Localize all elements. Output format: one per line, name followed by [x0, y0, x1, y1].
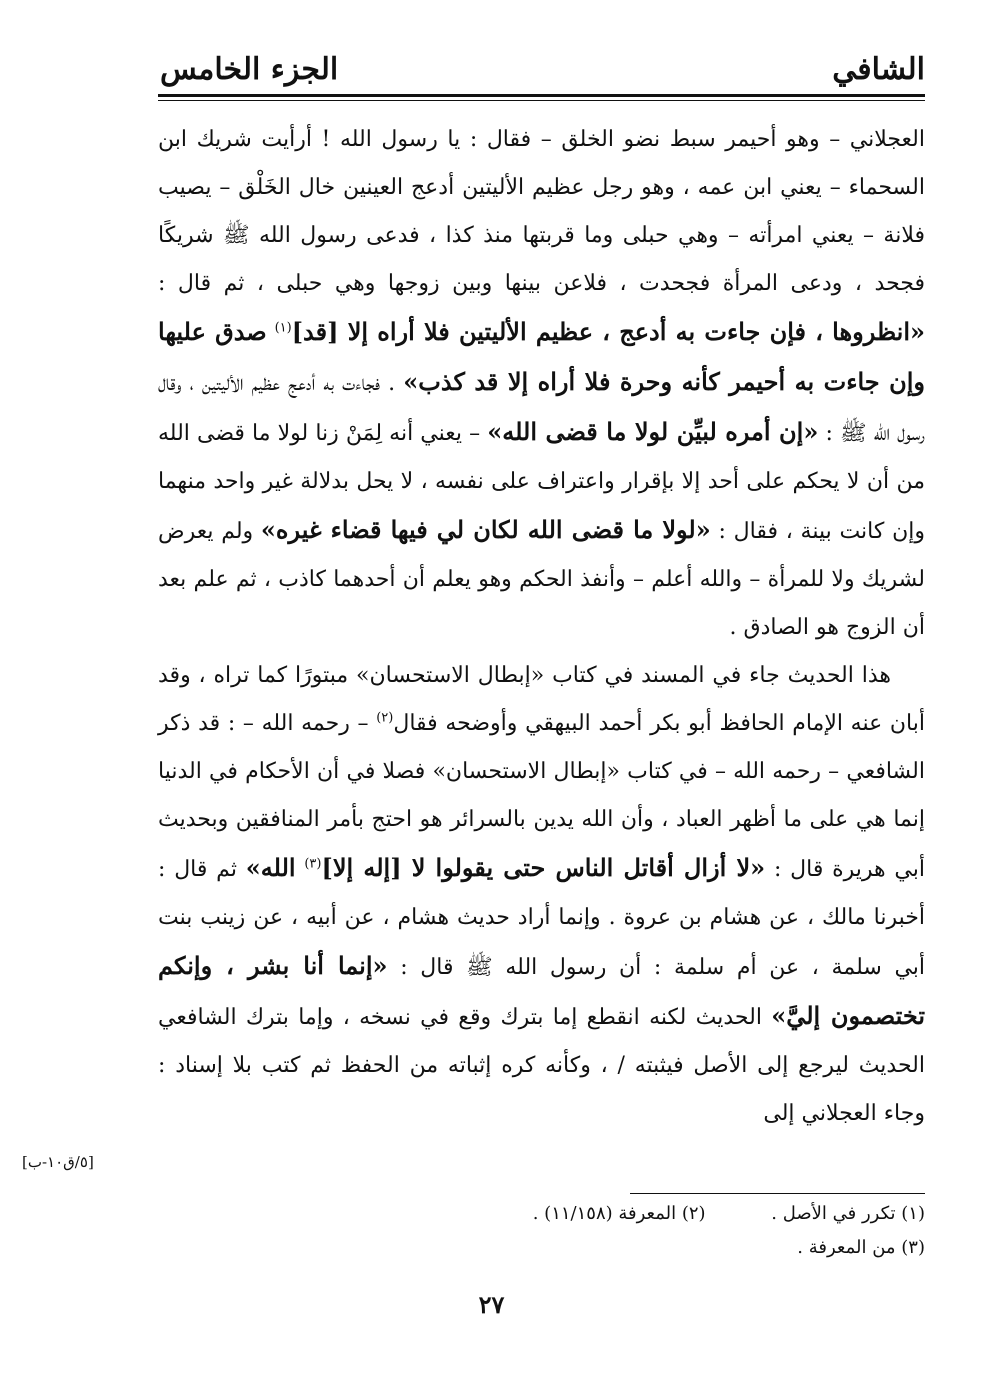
- paragraph-2: [158, 652, 925, 1138]
- footnote-2: (٢) المعرفة (١١/١٥٨) .: [532, 1203, 706, 1224]
- text-run: – يعني أنه لِمَنْ زنا لولا ما قضى الله من أن لا يحكم على أحد إلا بإقرار واعتراف على نفسه ، لا يحل بدلالة غير واحد منهما وإن كانت بينة ، فقال :: [158, 421, 925, 544]
- volume-title: الجزء الخامس: [160, 52, 339, 87]
- running-title: الشافي: [832, 52, 925, 87]
- paragraph-1: [158, 116, 925, 652]
- hadith-quote: «لا أزال أقاتل الناس حتى يقولوا لا [إله إلا]: [321, 853, 766, 882]
- header-rule-thick: [158, 94, 925, 97]
- footnote-1: (١) تكرر في الأصل .: [771, 1203, 925, 1224]
- text-run: ثم قال : أخبرنا مالك ، عن هشام بن عروة . وإنما أراد حديث هشام ، عن أبيه ، عن زينب بنت أبي سلمة ، عن أم سلمة : أن رسول الله ﷺ قال :: [158, 857, 926, 980]
- header-rule-thin: [158, 100, 925, 101]
- hadith-quote: «انظروها ، فإن جاءت به أدعج ، عظيم الأليتين فلا أراه إلا [قد]: [291, 317, 926, 346]
- text-run: هذا الحديث جاء في المسند في كتاب «إبطال الاستحسان» مبتورًا كما تراه ، وقد أبان عنه الإمام الحافظ أبو بكر أحمد البيهقي وأوضحه فقال: [158, 663, 925, 736]
- text-run: ولم يعرض لشريك ولا للمرأة – والله أعلم – وأنفذ الحكم وهو يعلم أن أحدهما كاذب ، ثم علم بعد أن الزوج هو الصادق .: [158, 519, 925, 640]
- hadith-quote: صدق عليها وإن جاءت به أحيمر كأنه وحرة فلا أراه إلا قد كذب»: [158, 317, 925, 396]
- hadith-quote: «إن أمره لبيِّن لولا ما قضى الله»: [487, 417, 819, 446]
- text-run: الحديث لكنه انقطع إما بترك وقع في نسخه ، وإما بترك الشافعي الحديث ليرجع إلى الأصل فيثبته / ، وكأنه كره إثباته من الحفظ ثم كتب بلا إسناد : وجاء العجلاني إلى: [158, 1005, 925, 1126]
- manuscript-folio-note: [٥/ق١٠-ب]: [22, 1153, 94, 1171]
- footnotes-line-1: [158, 1200, 925, 1228]
- footnote-ref-2: (٢): [376, 710, 394, 726]
- hadith-quote: «لولا ما قضى الله لكان لي فيها قضاء غيره»: [260, 515, 711, 544]
- hadith-quote: «إنما أنا بشر ، وإنكم تختصمون إليَّ»: [158, 951, 925, 1030]
- page-number: ٢٧: [478, 1290, 505, 1319]
- text-run: . فجاءت به أدعج عظيم الأليتين ، وقال رسول الله ﷺ :: [158, 371, 925, 446]
- footnote-rule: [630, 1193, 925, 1194]
- footnote-ref-1: (١): [274, 320, 292, 336]
- text-run: العجلاني – وهو أحيمر سبط نضو الخلق – فقال : يا رسول الله ! أرأيت شريك ابن السحماء – يعني ابن عمه ، وهو رجل عظيم الأليتين أدعج العينين خال الخَلْق – يصيب فلانة – يعني امرأته – وهي حبلى وما قربتها منذ كذا ، فدعى رسول الله ﷺ شريكًا فجحد ، ودعى المرأة فجحدت ، فلاعن بينها وبين زوجها وهي حبلى ، ثم قال :: [158, 127, 925, 296]
- footnote-3: (٣) من المعرفة .: [797, 1237, 925, 1258]
- hadith-quote: الله»: [245, 853, 296, 882]
- footnote-ref-3: (٣): [304, 856, 322, 872]
- text-run: – رحمه الله – : قد ذكر الشافعي – رحمه الله – في كتاب «إبطال الاستحسان» فصلا في أن الأحكام في الدنيا إنما هي على ما أظهر العباد ، وأن الله يدين بالسرائر هو احتج بأمر المنافقين وبحديث أبي هريرة قال :: [158, 711, 926, 882]
- main-text: [158, 116, 925, 1138]
